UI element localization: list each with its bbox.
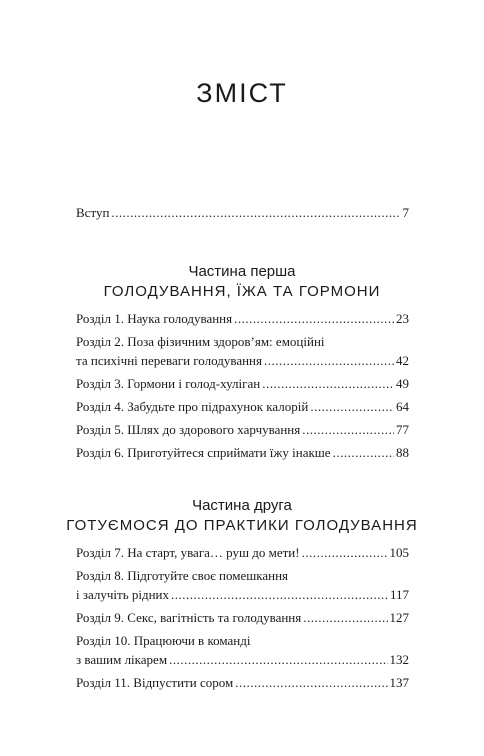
part-two-toc: [76, 543, 409, 696]
page-number: 77: [396, 422, 409, 437]
toc-entry-chapter-2[interactable]: [76, 332, 409, 370]
entry-label: Розділ 11. Відпустити сором: [76, 675, 234, 690]
entry-label: Розділ 4. Забудьте про підрахунок калорій: [76, 399, 309, 414]
part-one-heading: [0, 263, 484, 300]
page-number: 105: [389, 545, 409, 560]
toc-entry-chapter-5[interactable]: [76, 420, 409, 439]
part-two-heading: [0, 497, 484, 534]
dot-leader: [302, 543, 388, 562]
dot-leader: [111, 203, 400, 222]
entry-label: Розділ 5. Шлях до здорового харчування: [76, 422, 301, 437]
entry-label: Розділ 1. Наука голодування: [76, 311, 233, 326]
dot-leader: [171, 585, 388, 604]
entry-label: Розділ 8. Підготуйте своє помешкання: [76, 568, 289, 583]
entry-label: Розділ 3. Гормони і голод-хуліган: [76, 376, 261, 391]
page-title: ЗМІСТ: [196, 78, 288, 108]
toc-entry-chapter-8[interactable]: [76, 566, 409, 604]
entry-label-continued: та психічні переваги голодування: [76, 353, 262, 368]
toc-entry-chapter-1[interactable]: [76, 309, 409, 328]
toc-entry-chapter-11[interactable]: [76, 673, 409, 692]
page-number: 7: [402, 205, 409, 220]
dot-leader: [303, 608, 387, 627]
dot-leader: [169, 650, 387, 669]
dot-leader: [235, 673, 387, 692]
page-number: 137: [389, 675, 409, 690]
page-number: 117: [389, 587, 409, 602]
dot-leader: [333, 443, 394, 462]
dot-leader: [262, 374, 394, 393]
part-title: ГОЛОДУВАННЯ, ЇЖА ТА ГОРМОНИ: [103, 283, 381, 300]
toc-intro[interactable]: [76, 203, 409, 226]
entry-label: Розділ 2. Поза фізичним здоров’ям: емоційні: [76, 334, 325, 349]
entry-label-continued: з вашим лікарем: [76, 652, 168, 667]
toc-entry-chapter-10[interactable]: [76, 631, 409, 669]
part-one-toc: [76, 309, 409, 466]
toc-entry-chapter-3[interactable]: [76, 374, 409, 393]
entry-label: Розділ 7. На старт, увага… руш до мети!: [76, 545, 300, 560]
page-number: 49: [396, 376, 409, 391]
toc-entry-chapter-7[interactable]: [76, 543, 409, 562]
entry-label: Розділ 10. Працюючи в команді: [76, 633, 251, 648]
toc-entry-intro[interactable]: [76, 203, 409, 222]
dot-leader: [264, 351, 394, 370]
entry-label: Розділ 9. Секс, вагітність та голодування: [76, 610, 302, 625]
page-number: 88: [396, 445, 409, 460]
page-number: 132: [389, 652, 409, 667]
part-label: Частина друга: [192, 497, 292, 514]
page-number: 42: [396, 353, 409, 368]
page-number: 64: [396, 399, 409, 414]
dot-leader: [234, 309, 394, 328]
entry-label: Розділ 6. Приготуйтеся сприймати їжу інакше: [76, 445, 331, 460]
part-title: ГОТУЄМОСЯ ДО ПРАКТИКИ ГОЛОДУВАННЯ: [66, 517, 418, 534]
page-number: 127: [389, 610, 409, 625]
entry-label: Вступ: [76, 205, 110, 220]
toc-entry-chapter-9[interactable]: [76, 608, 409, 627]
toc-entry-chapter-6[interactable]: [76, 443, 409, 462]
dot-leader: [302, 420, 394, 439]
toc-entry-chapter-4[interactable]: [76, 397, 409, 416]
entry-label-continued: і залучіть рідних: [76, 587, 170, 602]
part-label: Частина перша: [188, 263, 296, 280]
page-number: 23: [396, 311, 409, 326]
dot-leader: [310, 397, 394, 416]
